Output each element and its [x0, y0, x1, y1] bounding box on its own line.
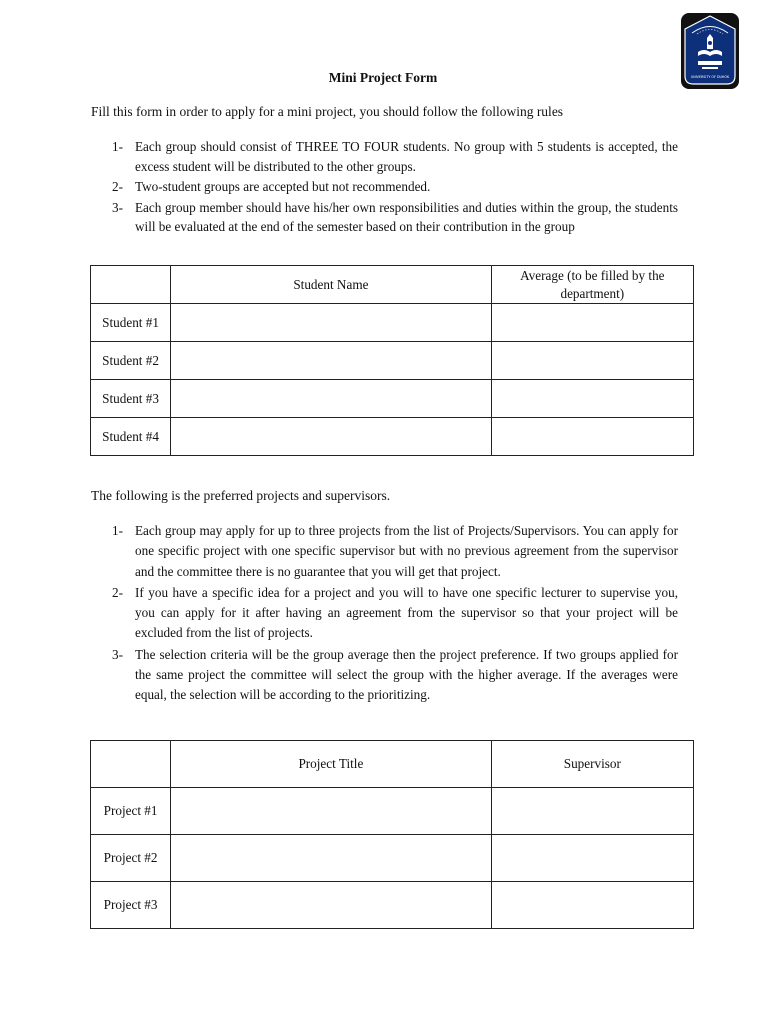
student-name-cell[interactable]	[171, 380, 492, 418]
row-label: Project #1	[91, 788, 171, 835]
students-table	[90, 265, 694, 456]
average-cell[interactable]	[491, 380, 693, 418]
list-text: Each group should consist of THREE TO FOUR students. No group with 5 students is accepted, the excess student will be distributed to the other groups.	[135, 139, 678, 174]
form-title-text: Mini Project Form	[328, 70, 438, 85]
row-label: Project #2	[91, 835, 171, 882]
row-label: Student #2	[91, 342, 171, 380]
average-header: Average (to be filled by the department)	[491, 266, 693, 304]
project-title-cell[interactable]	[171, 835, 492, 882]
row-label: Student #3	[91, 380, 171, 418]
student-name-cell[interactable]	[171, 418, 492, 456]
table-header-row	[91, 741, 694, 788]
list-item	[91, 177, 678, 197]
table-row	[91, 882, 694, 929]
list-item	[91, 521, 678, 582]
projects-table	[90, 740, 694, 929]
table-row	[91, 304, 694, 342]
list-number: 1-	[112, 523, 123, 538]
table-row	[91, 342, 694, 380]
average-cell[interactable]	[491, 418, 693, 456]
list-item	[91, 645, 678, 706]
row-label: Student #4	[91, 418, 171, 456]
list-number: 2-	[112, 584, 123, 600]
average-cell[interactable]	[491, 304, 693, 342]
table-header-cell	[91, 266, 171, 304]
form-title	[0, 70, 767, 86]
list-number: 3-	[112, 199, 123, 215]
average-cell[interactable]	[491, 342, 693, 380]
project-title-header: Project Title	[171, 741, 492, 788]
table-header-row	[91, 266, 694, 304]
preferred-projects-intro: The following is the preferred projects and supervisors.	[91, 488, 391, 503]
row-label: Student #1	[91, 304, 171, 342]
table-row	[91, 418, 694, 456]
list-text: Two-student groups are accepted but not recommended.	[135, 179, 431, 194]
list-number: 2-	[112, 179, 123, 194]
group-rules-list	[91, 137, 678, 238]
project-rules-list	[91, 521, 678, 707]
list-item	[91, 137, 678, 176]
project-title-cell[interactable]	[171, 882, 492, 929]
student-name-cell[interactable]	[171, 342, 492, 380]
table-row	[91, 788, 694, 835]
list-number: 3-	[112, 646, 123, 662]
student-name-header: Student Name	[171, 266, 492, 304]
list-text: Each group member should have his/her own responsibilities and duties within the group, the students will be evaluated at the end of the semester based on their contribution in the group	[135, 199, 678, 234]
list-item	[91, 583, 678, 644]
list-item	[91, 198, 678, 237]
list-text: The selection criteria will be the group average then the project preference. If two groups applied for the same project the committee will select the group with the higher average. If the averages were equal, the selection will be according to the prioritizing.	[135, 646, 678, 703]
list-text: Each group may apply for up to three projects from the list of Projects/Supervisors. You can apply for one specific project with one specific supervisor but with no previous agreement from the supervisor and the committee there is no guarantee that you will get that project.	[135, 523, 678, 579]
supervisor-header: Supervisor	[491, 741, 693, 788]
list-number: 1-	[112, 139, 123, 154]
supervisor-cell[interactable]	[491, 788, 693, 835]
table-row	[91, 835, 694, 882]
table-row	[91, 380, 694, 418]
row-label: Project #3	[91, 882, 171, 929]
supervisor-cell[interactable]	[491, 882, 693, 929]
intro-text: Fill this form in order to apply for a mini project, you should follow the following rules	[91, 104, 564, 119]
svg-text:UNIVERSITY OF DUHOK: UNIVERSITY OF DUHOK	[690, 75, 730, 79]
supervisor-cell[interactable]	[491, 835, 693, 882]
student-name-cell[interactable]	[171, 304, 492, 342]
table-header-cell	[91, 741, 171, 788]
project-title-cell[interactable]	[171, 788, 492, 835]
list-text: If you have a specific idea for a project and you will to have one specific lecturer to supervise you, you can apply for it after having an agreement from the supervisor so that your project will be excluded from the list of projects.	[135, 584, 678, 641]
